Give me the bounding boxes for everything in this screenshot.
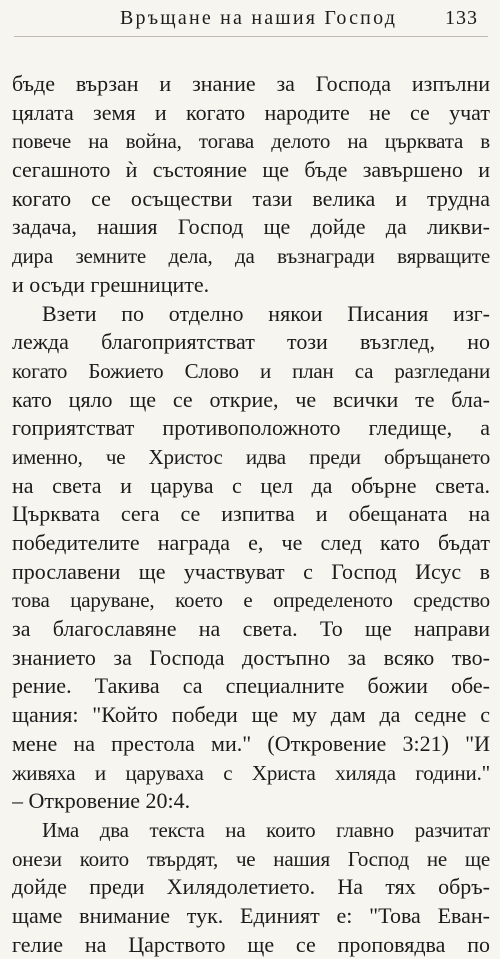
text-line: гелие на Царството ще се проповядва по — [12, 931, 490, 957]
text-line: живяха и царуваха с Христа хиляда години." — [12, 760, 490, 785]
text-line: щаме внимание тук. Единият е: "Това Еван- — [12, 902, 490, 928]
text-line: Взети по отделно някои Писания изг- — [42, 300, 490, 326]
text-line: и осъди грешниците. — [12, 271, 210, 297]
text-line: сегашното ѝ състояние ще бъде завършено и — [12, 157, 490, 183]
page-number: 133 — [445, 7, 478, 29]
text-line: като цяло ще се открие, че всички те бла- — [12, 386, 490, 412]
text-line: повече на война, тогава делото на църквата в — [12, 129, 490, 154]
text-line: знанието за Господа достъпно за всяко тво- — [12, 644, 490, 670]
text-line: прославени ще участвуват с Господ Исус в — [12, 558, 490, 584]
paragraph-1 — [12, 70, 490, 300]
text-line: когато Божието Слово и план са разгледани — [12, 358, 490, 383]
text-line: лежда благоприятстват този възглед, но — [12, 329, 490, 355]
text-line: за благославяне на света. То ще направи — [12, 616, 490, 642]
text-line: рение. Такива са специалните божии обе- — [12, 673, 490, 699]
text-line: бъде вързан и знание за Господа изпълни — [12, 71, 490, 96]
paragraph-3 — [12, 816, 490, 959]
running-header-title: Връщане на нашия Господ — [120, 7, 398, 29]
text-line: Църквата сега се изпитва и обещаната на — [12, 501, 490, 527]
text-line: дира земните дела, да възнагради вярващите — [12, 244, 490, 269]
text-line: онези които твърдят, че нашия Господ не ще — [12, 846, 490, 871]
text-line: именно, че Христос идва преди обръщането — [12, 444, 490, 469]
text-line: на света и царува с цел да обърне света. — [12, 472, 490, 498]
body-text — [12, 70, 490, 959]
text-line: победителите награда е, че след като бъдат — [12, 530, 490, 555]
text-line: цялата земя и когато народите не се учат — [12, 99, 490, 125]
text-line: гоприятстват противоположното гледище, а — [12, 415, 490, 441]
running-header — [0, 6, 500, 30]
text-line: дойде преди Хилядолетието. На тях обръ- — [12, 874, 490, 900]
text-line: – Откровение 20:4. — [12, 788, 191, 814]
text-line: когато се осъществи тази велика и трудна — [12, 185, 490, 211]
paragraph-2 — [12, 300, 490, 816]
text-line: това царуване, което е определеното средство — [12, 588, 490, 613]
text-line: щания: "Който победи ще му дам да седне с — [12, 702, 490, 728]
header-divider — [14, 36, 488, 37]
text-line: задача, нашия Господ ще дойде да ликви- — [12, 214, 490, 240]
text-line: Има два текста на които главно разчитат — [42, 817, 490, 842]
text-line: мене на престола ми." (Откровение 3:21) "И — [12, 730, 490, 756]
